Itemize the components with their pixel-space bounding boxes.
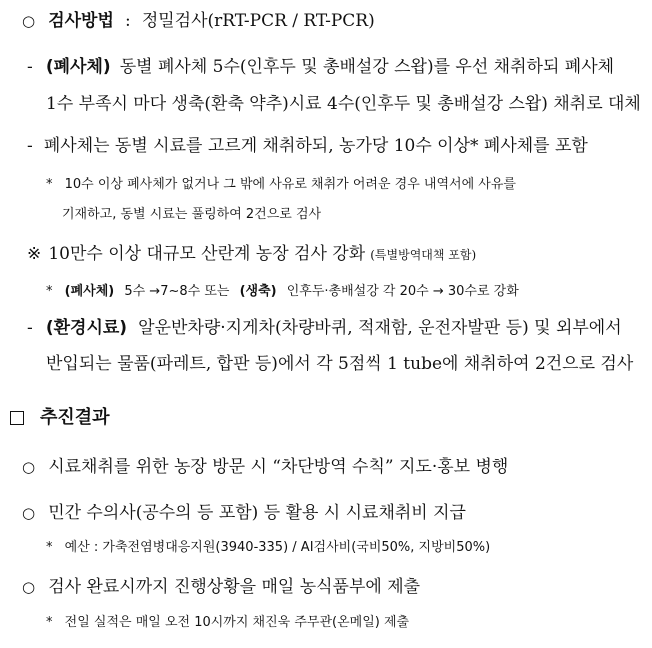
- env-line-1: [27, 320, 622, 337]
- method-colon: :: [124, 11, 131, 31]
- results-item-3-note: [46, 616, 409, 629]
- note2-live-text: 인후두·총배설강 각 20수 → 30수로 강화: [286, 284, 519, 299]
- asterisk-icon: *: [46, 177, 53, 192]
- dash-icon: -: [27, 136, 33, 156]
- note2-feces-text: 5수 →7~8수 또는: [124, 284, 230, 299]
- budget-note-text: 예산 : 가축전염병대응지원(3940-335) / AI검사비(국비50%, 지방비50%): [64, 540, 491, 555]
- method-title: 검사방법: [48, 11, 114, 31]
- circle-bullet-icon: ○: [22, 504, 36, 522]
- note1-line1-text: 10수 이상 폐사체가 없거나 그 밖에 사유로 채취가 어려운 경우 내역서에 사유를: [64, 177, 516, 192]
- feces-label: (폐사체): [45, 57, 111, 77]
- large-farm-sub: (특별방역대책 포함): [370, 248, 477, 262]
- section-square-icon: [10, 411, 24, 425]
- env-line1-text: 알운반차량·지게차(차량바퀴, 적재함, 운전자발판 등) 및 외부에서: [138, 318, 622, 338]
- note1-line-2: 기재하고, 동별 시료는 풀링하여 2건으로 검사: [62, 207, 322, 222]
- results-item-3: [22, 579, 420, 596]
- note1-line-1: [46, 178, 516, 191]
- results-item-2-text: 민간 수의사(공수의 등 포함) 등 활용 시 시료채취비 지급: [48, 503, 466, 523]
- asterisk-icon: *: [46, 284, 53, 299]
- even-text: 폐사체는 동별 시료를 고르게 채취하되, 농가당 10수 이상* 폐사체를 포함: [43, 136, 588, 156]
- dash-icon: -: [27, 57, 33, 77]
- results-item-3-text: 검사 완료시까지 진행상황을 매일 농식품부에 제출: [48, 577, 421, 597]
- circle-bullet-icon: ○: [22, 458, 36, 476]
- dash-icon: -: [27, 318, 33, 338]
- circle-bullet-icon: ○: [22, 12, 36, 30]
- even-line: [27, 138, 588, 155]
- results-item-1-text: 시료채취를 위한 농장 방문 시 “차단방역 수칙” 지도·홍보 병행: [48, 457, 509, 477]
- circle-bullet-icon: ○: [22, 578, 36, 596]
- note2-feces-label: (폐사체): [64, 284, 115, 299]
- results-title: 추진결과: [40, 407, 110, 428]
- asterisk-icon: *: [46, 615, 53, 630]
- env-label: (환경시료): [45, 318, 128, 338]
- method-text: 정밀검사(rRT-PCR / RT-PCR): [141, 11, 375, 31]
- large-farm-text: 10만수 이상 대규모 산란계 농장 검사 강화: [48, 244, 366, 264]
- results-item-1: [22, 459, 508, 476]
- report-note-text: 전일 실적은 매일 오전 10시까지 채진욱 주무관(온메일) 제출: [64, 615, 410, 630]
- note2-line: [46, 285, 519, 298]
- method-line: [22, 13, 375, 30]
- env-line-2: 반입되는 물품(파레트, 합판 등)에서 각 5점씩 1 tube에 채취하여 2건으로 검사: [46, 354, 634, 374]
- results-item-2-note: [46, 541, 490, 554]
- reference-mark-icon: ※: [27, 244, 42, 264]
- feces-line-2: 1수 부족시 마다 생축(환축 약추)시료 4수(인후두 및 총배설강 스왑) 채취로 대체: [46, 94, 641, 114]
- note2-live-label: (생축): [239, 284, 277, 299]
- asterisk-icon: *: [46, 540, 53, 555]
- results-item-2: [22, 505, 466, 522]
- feces-line-1: [27, 59, 614, 76]
- feces-line1-text: 동별 폐사체 5수(인후두 및 총배설강 스왑)를 우선 채취하되 폐사체: [119, 57, 615, 77]
- large-farm-line: [27, 246, 476, 263]
